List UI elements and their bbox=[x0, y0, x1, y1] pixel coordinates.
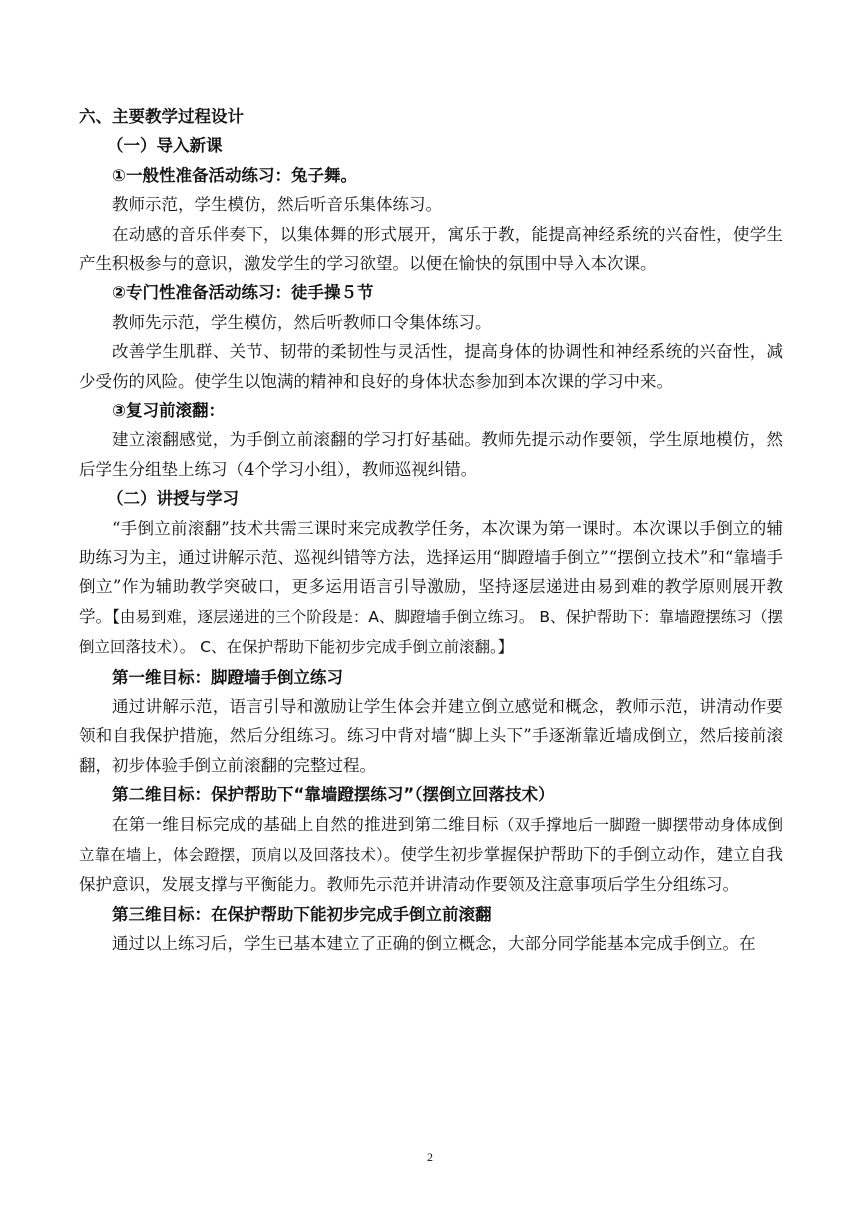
page-number: 2 bbox=[427, 1150, 433, 1164]
goal3-title: 第三维目标：在保护帮助下能初步完成手倒立前滚翻 bbox=[112, 904, 492, 924]
part2-intro-note: 【由易到难，逐层递进的三个阶段是：A、脚蹬墙手倒立练习。 B、保护帮助下：靠墙蹬摆练习（摆倒立回落技术）。 C、在保护帮助下能初步完成手倒立前滚翻。】 bbox=[79, 607, 784, 657]
goal3-paragraph: 通过以上练习后，学生已基本建立了正确的倒立概念，大部分同学能基本完成手倒立。在 bbox=[112, 934, 756, 954]
item2-text: 教师先示范，学生模仿，然后听教师口令集体练习。 bbox=[112, 312, 492, 332]
section-title: 六、主要教学过程设计 bbox=[79, 107, 244, 126]
goal2-paragraph bbox=[79, 810, 783, 900]
part2-intro-text: “手倒立前滚翻”技术共需三课时来完成教学任务，本次课为第一课时。本次课以手倒立的辅助练习为主，通过讲解示范、巡视纠错等方法，选择运用“脚蹬墙手倒立”“摆倒立技术”和“靠墙手倒立”作为辅助教学突破口，更多运用语言引导激励，坚持逐层递进由易到难的教学原则展开教学。 bbox=[79, 518, 783, 626]
goal2-title: 第二维目标：保护帮助下“靠墙蹬摆练习”（摆倒立回落技术） bbox=[112, 785, 555, 805]
goal1-title: 第一维目标：脚蹬墙手倒立练习 bbox=[112, 667, 343, 687]
part2-intro-paragraph bbox=[79, 514, 783, 663]
goal2-note: （双手撑地后一脚蹬一脚摆带动身体成倒立靠在墙上，体会蹬摆，顶肩以及回落技术） bbox=[79, 815, 783, 864]
part2-heading: （二）讲授与学习 bbox=[107, 489, 239, 509]
goal2-text-b: 。使学生初步掌握保护帮助下的手倒立动作，建立自我保护意识，发展支撑与平衡能力。教师先示范并讲清动作要领及注意事项后学生分组练习。 bbox=[79, 845, 783, 895]
item1-paragraph: 在动感的音乐伴奏下，以集体舞的形式展开，寓乐于教，能提高神经系统的兴奋性，使学生产生积极参与的意识，激发学生的学习欲望。以便在愉快的氛围中导入本次课。 bbox=[79, 224, 783, 273]
item1-title: ①一般性准备活动练习：兔子舞。 bbox=[112, 165, 357, 185]
goal1-paragraph: 通过讲解示范，语言引导和激励让学生体会并建立倒立感觉和概念，教师示范，讲清动作要领和自我保护措施，然后分组练习。练习中背对墙“脚上头下”手逐渐靠近墙成倒立，然后接前滚翻，初步体验手倒立前滚翻的完整过程。 bbox=[79, 696, 783, 775]
item3-title: ③复习前滚翻： bbox=[112, 400, 225, 420]
page-content bbox=[79, 102, 783, 959]
goal2-text-a: 在第一维目标完成的基础上自然的推进到第二维目标 bbox=[112, 814, 499, 834]
item3-paragraph: 建立滚翻感觉，为手倒立前滚翻的学习打好基础。教师先提示动作要领，学生原地模仿，然后学生分组垫上练习（4个学习小组），教师巡视纠错。 bbox=[79, 430, 783, 479]
item2-paragraph: 改善学生肌群、关节、韧带的柔韧性与灵活性，提高身体的协调性和神经系统的兴奋性，减少受伤的风险。使学生以饱满的精神和良好的身体状态参加到本次课的学习中来。 bbox=[79, 342, 783, 391]
part1-heading: （一）导入新课 bbox=[107, 136, 223, 156]
item2-title: ②专门性准备活动练习：徒手操５节 bbox=[112, 283, 374, 303]
item1-text: 教师示范，学生模仿，然后听音乐集体练习。 bbox=[112, 195, 442, 215]
